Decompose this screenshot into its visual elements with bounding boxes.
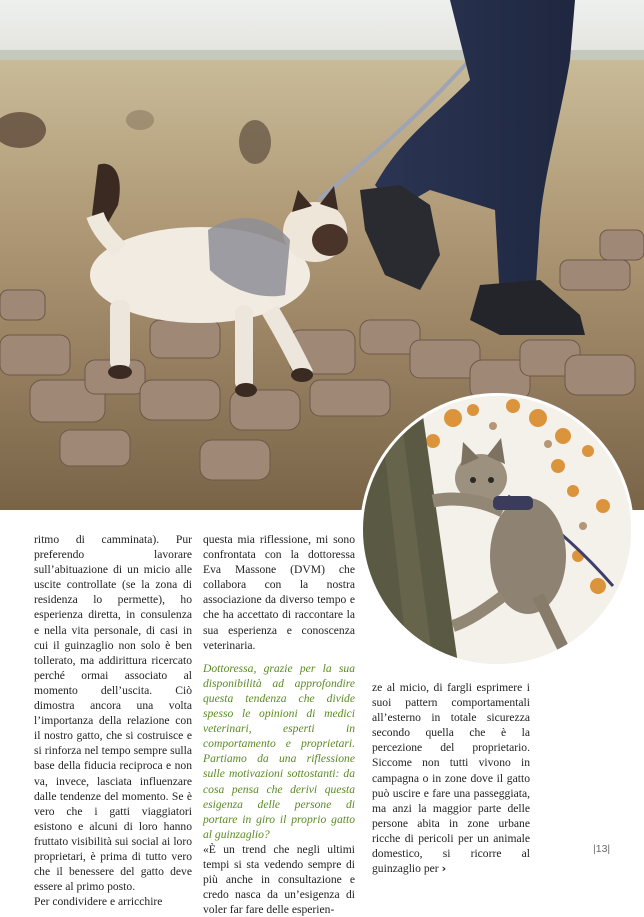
article-paragraph: ritmo di camminata). Pur preferendo lavorare sull’abituazione di un micio alle uscite controllate (se la zona di residenza lo permette), ho esperienza diretta, in consulenza e nella vita personale, di casi in cui il guinzaglio non solo è ben tollerato, ma addirittura ricercato perché ormai associato al momento dell’uscita. Ciò dimostra ancora una volta l’importanza della relazione con il nostro gatto, che si costruisce e si rinforza nel tempo sempre sulla base della fiducia reciproca e non va, invece, lasciata influenzare dalle tendenze del momento. Se è vero che i gatti viaggiatori esistono e alcuni di loro hanno fruttato visibilità sui social ai loro proprietari, è prima di tutto vero che il benessere del gatto deve essere al primo posto. Per condividere e arricchire	[34, 533, 192, 909]
article-paragraph: questa mia riflessione, mi sono confrontata con la dottoressa Eva Massone (DVM) che collabora con la nostra associazione da diverso tempo e che ha accettato di raccontare la sua esperienza e conoscenza veterinaria.	[203, 533, 355, 652]
article-column-3	[372, 680, 530, 876]
inset-photo-cat-on-tree	[360, 393, 634, 667]
article-column-2	[203, 532, 355, 917]
article-paragraph	[372, 680, 530, 876]
page-number: |13|	[593, 843, 611, 855]
inset-photo-illustration	[363, 396, 631, 664]
interview-question: Dottoressa, grazie per la sua disponibilità ad approfondire questa tendenza che divide spesso le opinioni di medici veterinari, esperti in comportamento e proprietari. Partiamo da una riflessione sulle motivazioni sottostanti: da cosa pensa che derivi questa esigenza delle persone di portare in giro il proprio gatto al guinzaglio?	[203, 661, 355, 841]
interview-answer: «È un trend che negli ultimi tempi si sta vedendo sempre di più anche in consultazione e credo nasca da un’esigenza di voler far fare delle esperien-	[203, 842, 355, 917]
interview-answer-continued: ze al micio, di fargli esprimere i suoi pattern comportamentali all’esterno in totale sicurezza secondo quella che è la percezione del proprietario. Siccome non tutti vivono in campagna o in zone dove il gatto può uscire e fare una passeggiata, ma anzi la maggior parte delle persone abita in zone urbane ricche di pericoli per un animale domestico, si ricorre al guinzaglio per	[372, 681, 530, 876]
article-column-1	[34, 532, 192, 909]
continue-arrow-icon: ›	[441, 862, 447, 876]
